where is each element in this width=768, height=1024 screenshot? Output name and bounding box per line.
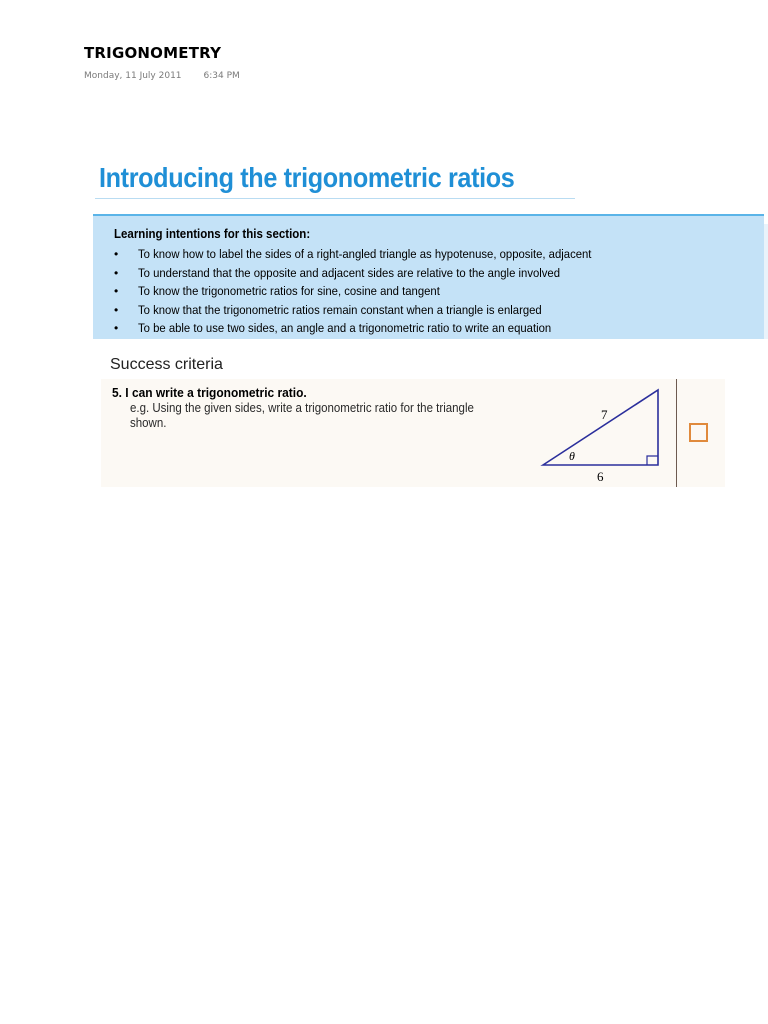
heading-underline — [95, 198, 575, 199]
criterion-description: e.g. Using the given sides, write a trigonometric ratio for the triangle shown. — [130, 401, 474, 430]
list-item-text: To know the trigonometric ratios for sine, cosine and tangent — [138, 284, 440, 299]
section-heading: Introducing the trigonometric ratios — [99, 162, 515, 193]
right-angle-marker — [647, 456, 658, 465]
bullet-icon: • — [114, 247, 119, 261]
success-criteria-card — [101, 379, 725, 487]
criterion-checkbox[interactable] — [689, 423, 708, 442]
bullet-icon: • — [114, 265, 119, 280]
list-item-text: To know that the trigonometric ratios remain constant when a triangle is enlarged — [138, 302, 542, 317]
bullet-icon: • — [114, 321, 119, 336]
list-item-text: To understand that the opposite and adjacent sides are relative to the angle involved — [138, 265, 561, 280]
page-time: 6:34 PM — [203, 71, 240, 81]
angle-label: θ — [569, 449, 575, 463]
triangle-shape — [543, 390, 658, 465]
page-timestamp — [84, 71, 240, 81]
bullet-icon: • — [114, 302, 119, 317]
right-triangle-diagram — [536, 381, 666, 485]
learning-intentions-box — [93, 214, 764, 339]
base-label: 6 — [597, 469, 604, 484]
card-divider — [676, 379, 677, 487]
image-edge — [764, 224, 768, 339]
learning-intentions-heading: Learning intentions for this section: — [114, 227, 311, 241]
bullet-icon: • — [114, 284, 119, 299]
list-item-text: To be able to use two sides, an angle and a trigonometric ratio to write an equation — [138, 321, 552, 336]
success-criteria-label: Success criteria — [110, 356, 223, 373]
page-date: Monday, 11 July 2011 — [84, 71, 182, 81]
criterion-title: 5. I can write a trigonometric ratio. — [112, 385, 307, 400]
hypotenuse-label: 7 — [601, 407, 608, 422]
page-title[interactable]: TRIGONOMETRY — [84, 44, 222, 62]
list-item-text: To know how to label the sides of a right-angled triangle as hypotenuse, opposite, adjacent — [138, 247, 592, 261]
